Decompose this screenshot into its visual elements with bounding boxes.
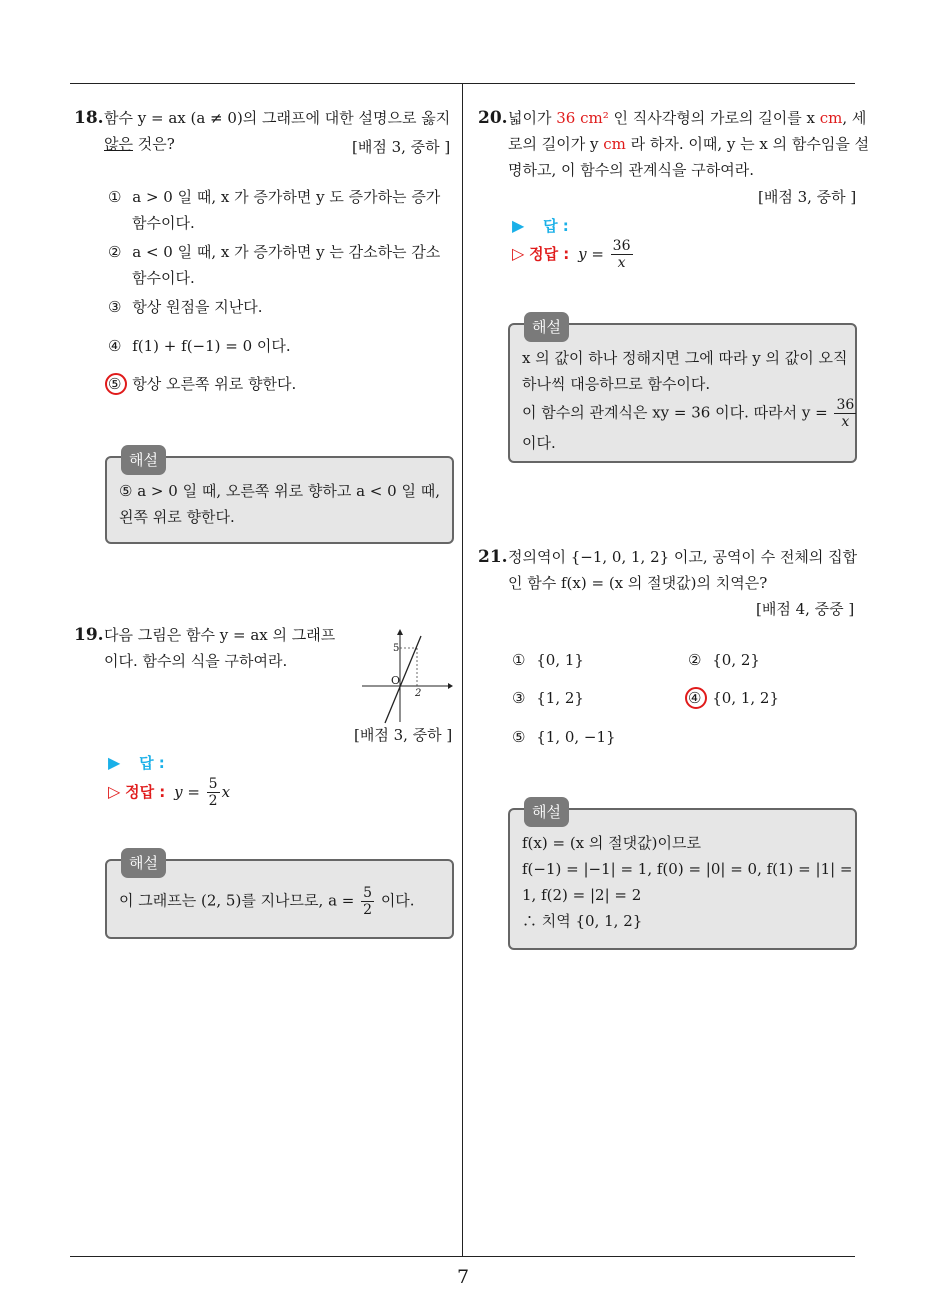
option-3[interactable] <box>108 294 262 320</box>
numerator: 36 <box>612 238 631 254</box>
option-text: f(1) + f(−1) = 0 이다. <box>132 337 291 355</box>
option-2[interactable] <box>108 239 440 265</box>
option-5[interactable] <box>108 371 296 397</box>
option-1[interactable] <box>108 184 440 210</box>
option-text: {1, 2} <box>536 689 584 707</box>
explanation-box <box>508 318 857 463</box>
option-mark: ④ <box>108 337 122 355</box>
correct-prefix: y = <box>578 245 609 263</box>
answer-circle-mark <box>105 373 127 395</box>
correct-suffix: x <box>221 783 231 801</box>
graph-label-5: 5 <box>393 643 400 654</box>
column-divider <box>462 84 463 1257</box>
explanation-text: 이 함수의 관계식은 xy = 36 이다. 따라서 y = <box>522 403 833 422</box>
option-text: {0, 1, 2} <box>712 689 780 707</box>
fraction <box>361 885 374 918</box>
denominator: x <box>841 414 850 430</box>
explanation-line: ⑤ a > 0 일 때, 오른쪽 위로 향하고 a < 0 일 때, <box>119 482 440 500</box>
option-text: {0, 1} <box>536 651 584 669</box>
explanation-line: 이다. <box>522 434 556 452</box>
option-2[interactable] <box>688 647 760 673</box>
correct-arrow-icon: ▷ <box>512 244 525 263</box>
question-number: 20. <box>478 108 508 128</box>
option-2-cont: 함수이다. <box>132 269 195 287</box>
numerator: 36 <box>836 397 855 413</box>
explanation-tag: 해설 <box>524 312 569 342</box>
text: 라 하자. 이때, y 는 x 의 함수임을 설 <box>625 135 870 153</box>
option-mark: ⑤ <box>512 728 526 746</box>
option-text: a < 0 일 때, x 가 증가하면 y 는 감소하는 감소 <box>132 243 441 261</box>
correct-answer <box>512 238 635 271</box>
text: 로의 길이가 y <box>508 135 604 153</box>
answer-label: 답 : <box>139 754 165 772</box>
numerator: 5 <box>208 776 218 792</box>
option-text: {0, 2} <box>712 651 760 669</box>
fraction <box>207 776 220 809</box>
question-number: 21. <box>478 547 508 567</box>
graph-label-origin: O <box>391 674 401 687</box>
question-text-line2 <box>104 131 175 157</box>
option-text: 항상 오른쪽 위로 향한다. <box>132 375 297 393</box>
option-text: 항상 원점을 지난다. <box>132 298 263 316</box>
score-meta: [배점 3, 중하 ] <box>352 138 451 156</box>
option-mark: ③ <box>108 298 122 316</box>
question-text-line2: 인 함수 f(x) = (x 의 절댓값)의 치역은? <box>508 574 768 592</box>
explanation-box <box>105 854 454 939</box>
unit-highlight: 36 cm² <box>556 109 609 127</box>
answer-arrow-icon: ▶ <box>108 753 121 772</box>
score-meta: [배점 3, 중하 ] <box>758 188 857 206</box>
explanation-line: 1, f(2) = |2| = 2 <box>522 886 642 904</box>
question-number: 18. <box>74 108 104 128</box>
text: 넓이가 <box>508 109 557 127</box>
option-1-cont: 함수이다. <box>132 214 195 232</box>
question-text-rest: 것은? <box>132 135 175 153</box>
option-mark: ② <box>108 243 122 261</box>
correct-prefix: y = <box>174 783 205 801</box>
linear-graph-figure <box>360 628 454 724</box>
graph-label-2: 2 <box>415 688 422 699</box>
question-text-line2 <box>508 131 869 157</box>
correct-arrow-icon: ▷ <box>108 782 121 801</box>
option-5[interactable] <box>512 724 616 750</box>
explanation-box <box>508 803 857 950</box>
question-text-line1 <box>508 105 866 131</box>
option-mark: ④ <box>688 689 702 707</box>
correct-label: 정답 : <box>529 245 570 263</box>
explanation-text: 이 그래프는 (2, 5)를 지나므로, a = <box>119 891 360 910</box>
option-3[interactable] <box>512 685 584 711</box>
answer-field[interactable] <box>108 752 165 773</box>
option-mark: ① <box>108 188 122 206</box>
option-mark: ② <box>688 651 702 669</box>
option-1[interactable] <box>512 647 584 673</box>
answer-field[interactable] <box>512 215 569 236</box>
option-mark: ⑤ <box>108 375 122 393</box>
question-text-line3: 명하고, 이 함수의 관계식을 구하여라. <box>508 161 754 179</box>
unit-highlight: cm <box>603 135 626 153</box>
explanation-line <box>119 885 440 918</box>
explanation-tag: 해설 <box>524 797 569 827</box>
explanation-line <box>522 397 855 430</box>
explanation-line: ∴ 치역 {0, 1, 2} <box>522 912 643 930</box>
correct-label: 정답 : <box>125 783 166 801</box>
explanation-tag: 해설 <box>121 445 166 475</box>
denominator: 2 <box>363 902 373 918</box>
fraction <box>611 238 633 271</box>
answer-circle-mark <box>685 687 707 709</box>
score-meta: [배점 3, 중하 ] <box>354 726 453 744</box>
explanation-line: x 의 값이 하나 정해지면 그에 따라 y 의 값이 오직 <box>522 349 848 367</box>
fraction <box>834 397 856 430</box>
explanation-line: f(−1) = |−1| = 1, f(0) = |0| = 0, f(1) = |1| = <box>522 860 853 878</box>
answer-label: 답 : <box>543 217 569 235</box>
score-meta: [배점 4, 중중 ] <box>756 600 855 618</box>
text: 인 직사각형의 가로의 길이를 x <box>608 109 820 127</box>
option-mark: ① <box>512 651 526 669</box>
question-text-line2: 이다. 함수의 식을 구하여라. <box>104 652 288 670</box>
option-text: {1, 0, −1} <box>536 728 616 746</box>
explanation-line: f(x) = (x 의 절댓값)이므로 <box>522 834 701 852</box>
explanation-text: 이다. <box>376 891 415 910</box>
explanation-box <box>105 451 454 544</box>
numerator: 5 <box>363 885 373 901</box>
explanation-tag: 해설 <box>121 848 166 878</box>
underlined-word: 않은 <box>104 135 133 153</box>
question-number: 19. <box>74 625 104 645</box>
answer-arrow-icon: ▶ <box>512 216 525 235</box>
unit-highlight: cm <box>819 109 843 127</box>
denominator: x <box>617 255 626 271</box>
option-4[interactable] <box>108 333 291 359</box>
explanation-line: 왼쪽 위로 향한다. <box>119 508 235 526</box>
denominator: 2 <box>208 793 218 809</box>
question-text-line1: 다음 그림은 함수 y = ax 의 그래프 <box>104 626 336 644</box>
text: , 세 <box>842 109 867 127</box>
page-number: 7 <box>456 1266 470 1288</box>
question-text-line1: 함수 y = ax (a ≠ 0)의 그래프에 대한 설명으로 옳지 <box>104 109 451 127</box>
option-mark: ③ <box>512 689 526 707</box>
option-text: a > 0 일 때, x 가 증가하면 y 도 증가하는 증가 <box>132 188 441 206</box>
explanation-line: 하나씩 대응하므로 함수이다. <box>522 375 711 393</box>
correct-answer <box>108 776 230 809</box>
question-text-line1: 정의역이 {−1, 0, 1, 2} 이고, 공역이 수 전체의 집합 <box>508 548 858 566</box>
